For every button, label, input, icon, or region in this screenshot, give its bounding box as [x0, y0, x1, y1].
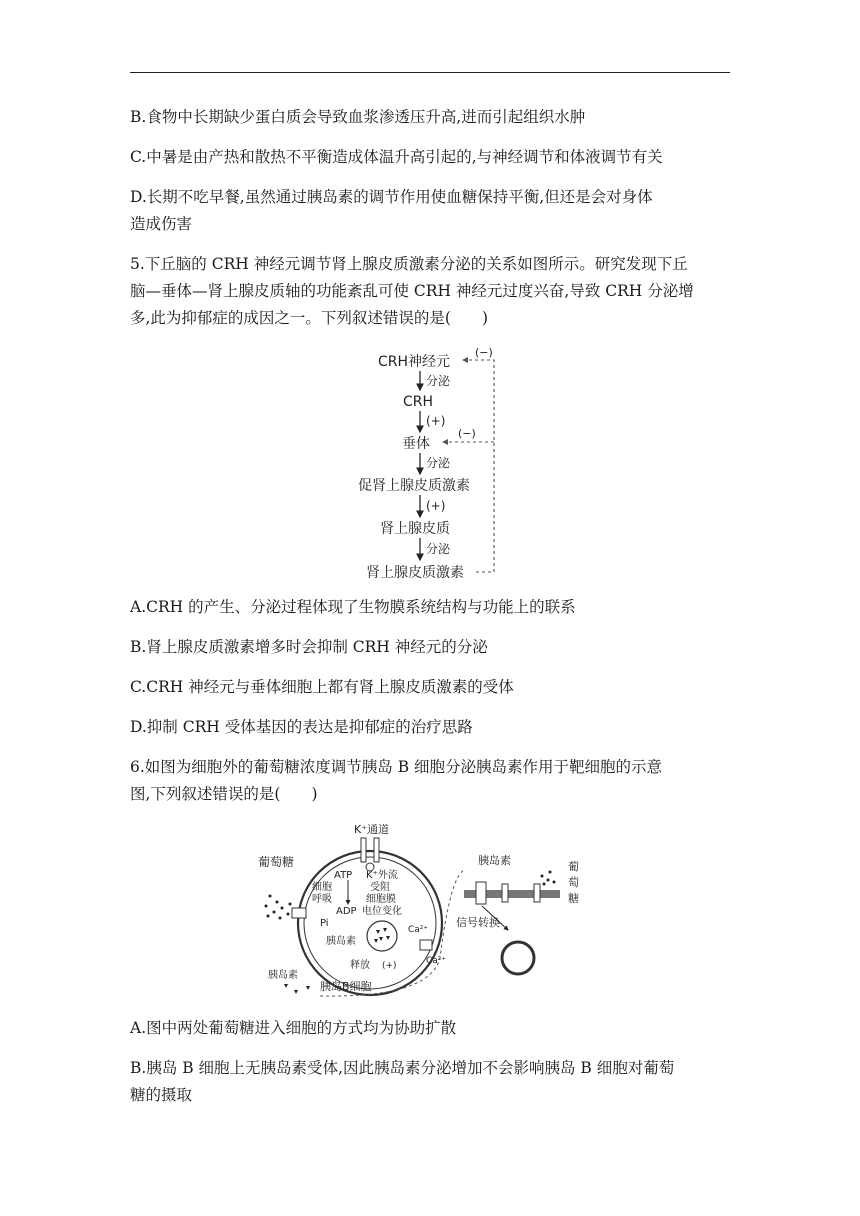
calcium-inside-label: Ca²⁺: [408, 925, 429, 935]
secrete-label-3: 分泌: [426, 542, 451, 556]
option-d-prev-cont: 造成伤害: [130, 215, 193, 233]
q6-option-b-line2: 糖的摄取: [130, 1086, 193, 1104]
inhibit-label-pituitary: (−): [458, 427, 476, 440]
glucose-right-char-3: 糖: [568, 892, 579, 905]
glucose-transporter-left: [292, 908, 306, 918]
option-d-prev: D.长期不吃早餐,虽然通过胰岛素的调节作用使血糖保持平衡,但还是会对身体: [130, 188, 653, 206]
question-5-line2: 脑—垂体—肾上腺皮质轴的功能紊乱可使 CRH 神经元过度兴奋,导致 CRH 分泌增: [130, 282, 694, 300]
adrenal-hormone-label: 肾上腺皮质激素: [366, 565, 464, 581]
b-cell-label: 胰岛B细胞: [320, 980, 372, 993]
option-b-prev: B.食物中长期缺少蛋白质会导致血浆渗透压升高,进而引起组织水肿: [130, 108, 586, 126]
acth-label: 促肾上腺皮质激素: [358, 478, 470, 494]
header-rule: [130, 72, 730, 73]
k-outflow-label: K⁺外流: [366, 870, 398, 881]
insulin-vesicle: [367, 921, 397, 951]
glucose-right-char-2: 萄: [568, 876, 579, 889]
stimulate-label-1: (+): [426, 414, 446, 428]
potential-change-label: 电位变化: [362, 906, 402, 917]
k-channel-label: K⁺通道: [354, 823, 390, 836]
signal-transduction-label: 信号转换: [456, 916, 500, 929]
q5-option-a: A.CRH 的产生、分泌过程体现了生物膜系统结构与功能上的联系: [130, 598, 576, 616]
islet-b-cell-diagram: [250, 818, 590, 1006]
glucose-transporter-vesicle: [502, 942, 534, 974]
stimulate-label-2: (+): [426, 499, 446, 513]
insulin-inside-label: 胰岛素: [326, 936, 356, 947]
pituitary-label: 垂体: [402, 436, 430, 452]
question-6-line2: 图,下列叙述错误的是( ): [130, 785, 318, 803]
respiration-label-2: 呼吸: [312, 894, 332, 905]
secrete-label-1: 分泌: [426, 374, 451, 388]
adrenal-cortex-label: 肾上腺皮质: [380, 521, 450, 537]
glucose-right-char-1: 葡: [568, 860, 579, 873]
glucose-dots-right: [541, 871, 556, 886]
crh-label: CRH: [403, 394, 434, 410]
insulin-receptor: [476, 882, 486, 904]
option-c-prev: C.中暑是由产热和散热不平衡造成体温升高引起的,与神经调节和体液调节有关: [130, 148, 663, 166]
cell-membrane-label: 细胞膜: [366, 894, 396, 905]
crh-neuron-label: CRH神经元: [378, 354, 451, 370]
q5-option-c: C.CRH 神经元与垂体细胞上都有肾上腺皮质激素的受体: [130, 678, 514, 696]
feedback-line-top: [462, 360, 494, 572]
glucose-dots-left: [265, 895, 292, 920]
calcium-outside-label: Ca²⁺: [426, 956, 447, 966]
question-6-line1: 6.如图为细胞外的葡萄糖浓度调节胰岛 B 细胞分泌胰岛素作用于靶细胞的示意: [130, 758, 663, 776]
release-label: 释放: [350, 960, 370, 971]
secrete-label-2: 分泌: [426, 456, 451, 470]
calcium-channel: [420, 940, 432, 950]
question-5-line3: 多,此为抑郁症的成因之一。下列叙述错误的是( ): [130, 309, 489, 327]
inhibit-label-top: (−): [475, 346, 493, 359]
blocked-label: 受阻: [370, 882, 390, 893]
stimulate-label: (+): [382, 961, 397, 971]
q5-option-d: D.抑制 CRH 受体基因的表达是抑郁症的治疗思路: [130, 718, 473, 736]
adp-label: ADP: [336, 906, 357, 917]
q6-option-a: A.图中两处葡萄糖进入细胞的方式均为协助扩散: [130, 1019, 457, 1037]
question-5-line1: 5.下丘脑的 CRH 神经元调节肾上腺皮质激素分泌的关系如图所示。研究发现下丘: [130, 255, 688, 273]
insulin-outside-label: 胰岛素: [268, 970, 298, 981]
insulin-target-label: 胰岛素: [478, 854, 511, 867]
glucose-left-label: 葡萄糖: [258, 855, 295, 869]
crh-axis-diagram: [350, 340, 510, 585]
respiration-label-1: 细胞: [312, 882, 332, 893]
q5-option-b: B.肾上腺皮质激素增多时会抑制 CRH 神经元的分泌: [130, 638, 488, 656]
atp-label: ATP: [334, 870, 353, 881]
pi-label: Pi: [320, 918, 329, 929]
q6-option-b-line1: B.胰岛 B 细胞上无胰岛素受体,因此胰岛素分泌增加不会影响胰岛 B 细胞对葡萄: [130, 1059, 675, 1077]
